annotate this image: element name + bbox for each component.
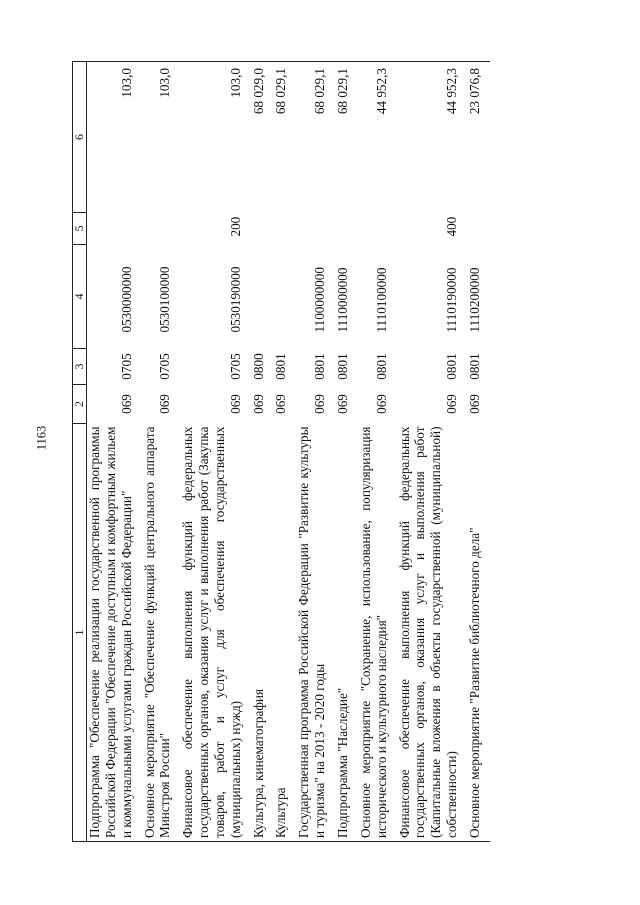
- row-amount: 23 076,8: [467, 62, 490, 213]
- table-row: [467, 62, 490, 842]
- row-type: 200: [227, 216, 243, 237]
- row-type: 400: [444, 216, 460, 237]
- table-row: [273, 62, 296, 842]
- row-amount: 44 952,3: [397, 62, 467, 213]
- page-number: 1163: [34, 425, 49, 451]
- row-amount: 68 029,1: [335, 62, 358, 213]
- row-amount: 68 029,1: [273, 62, 296, 213]
- row-name: Финансовое обеспечение выполнения функций федеральных государственных органов, оказания услуг и выполнения работ (Капитальные вложения в объекты государственной (муниципальной) собственности): [397, 424, 467, 842]
- row-amount: 103,0: [87, 62, 142, 213]
- row-target: 1110200000: [466, 267, 482, 333]
- header-col-target: 4: [73, 245, 87, 349]
- row-amount: 68 029,0: [251, 62, 274, 213]
- row-type: [467, 213, 490, 245]
- row-amount: 103,0: [142, 62, 181, 213]
- row-ministry: 069: [373, 394, 389, 414]
- row-target: 1100000000: [312, 267, 328, 333]
- row-section: 0801: [373, 353, 389, 380]
- page-number-area: [0, 0, 49, 905]
- row-ministry: 069: [118, 394, 134, 414]
- table-row: [142, 62, 181, 842]
- row-amount: 68 029,1: [296, 62, 335, 213]
- row-target: 0530000000: [118, 266, 134, 333]
- row-target: 1110100000: [373, 267, 389, 333]
- table-body: [87, 62, 490, 842]
- row-target: [273, 245, 296, 349]
- budget-table-container: [72, 62, 542, 842]
- table-row: [397, 62, 467, 842]
- header-col-ministry: 2: [73, 385, 87, 424]
- row-ministry: 069: [227, 394, 243, 414]
- row-ministry: 069: [273, 394, 289, 414]
- row-name: Основное мероприятие "Обеспечение функций центрального аппарата Минстроя России": [142, 424, 181, 842]
- row-target: 0530100000: [157, 266, 173, 333]
- row-type: [142, 213, 181, 245]
- row-ministry: 069: [312, 394, 328, 414]
- row-section: 0801: [312, 353, 328, 380]
- row-name: Культура: [273, 424, 296, 842]
- row-section: 0705: [227, 353, 243, 380]
- header-col-type: 5: [73, 213, 87, 245]
- row-type: [358, 213, 397, 245]
- table-row: [180, 62, 250, 842]
- header-col-section: 3: [73, 349, 87, 385]
- row-type: [273, 213, 296, 245]
- row-section: 0801: [273, 353, 289, 380]
- row-target: 0530190000: [227, 266, 243, 333]
- row-name: Государственная программа Российской Федерации "Развитие культуры и туризма" на 2013 - 2020 годы: [296, 424, 335, 842]
- row-type: [335, 213, 358, 245]
- table-row: [335, 62, 358, 842]
- row-name: Финансовое обеспечение выполнения функций федеральных государственных органов, оказания услуг и выполнения работ (Закупка товаров, работ и услуг для обеспечения государственных (муниципальных) нужд): [180, 424, 250, 842]
- row-target: 1110190000: [444, 267, 460, 333]
- table-header: [73, 62, 87, 842]
- row-ministry: 069: [466, 394, 482, 414]
- row-type: [87, 213, 142, 245]
- row-section: 0800: [250, 353, 266, 380]
- row-ministry: 069: [250, 394, 266, 414]
- row-section: 0801: [444, 353, 460, 380]
- row-ministry: 069: [334, 394, 350, 414]
- row-section: 0705: [157, 353, 173, 380]
- row-target: 1110000000: [334, 267, 350, 333]
- budget-table: [72, 61, 490, 842]
- row-ministry: 069: [157, 394, 173, 414]
- row-section: 0705: [118, 353, 134, 380]
- header-row: [73, 62, 87, 842]
- header-col-name: 1: [73, 424, 87, 842]
- row-name: Основное мероприятие "Развитие библиотечного дела": [467, 424, 490, 842]
- row-name: Культура, кинематография: [251, 424, 274, 842]
- table-row: [358, 62, 397, 842]
- row-section: 0801: [334, 353, 350, 380]
- table-row: [296, 62, 335, 842]
- row-name: Подпрограмма "Наследие": [335, 424, 358, 842]
- table-row: [251, 62, 274, 842]
- row-type: [296, 213, 335, 245]
- row-amount: 44 952,3: [358, 62, 397, 213]
- table-row: [87, 62, 142, 842]
- row-ministry: 069: [444, 394, 460, 414]
- row-target: [251, 245, 274, 349]
- header-col-amount: 6: [73, 62, 87, 213]
- row-section: 0801: [466, 353, 482, 380]
- row-type: [251, 213, 274, 245]
- row-name: Подпрограмма "Обеспечение реализации государственной программы Российской Федерации "Обеспечение доступным и комфортным жильем и коммунальными услугами граждан Российской Федерации": [87, 424, 142, 842]
- row-name: Основное мероприятие "Сохранение, использование, популяризация исторического и культурного наследия": [358, 424, 397, 842]
- row-amount: 103,0: [180, 62, 250, 213]
